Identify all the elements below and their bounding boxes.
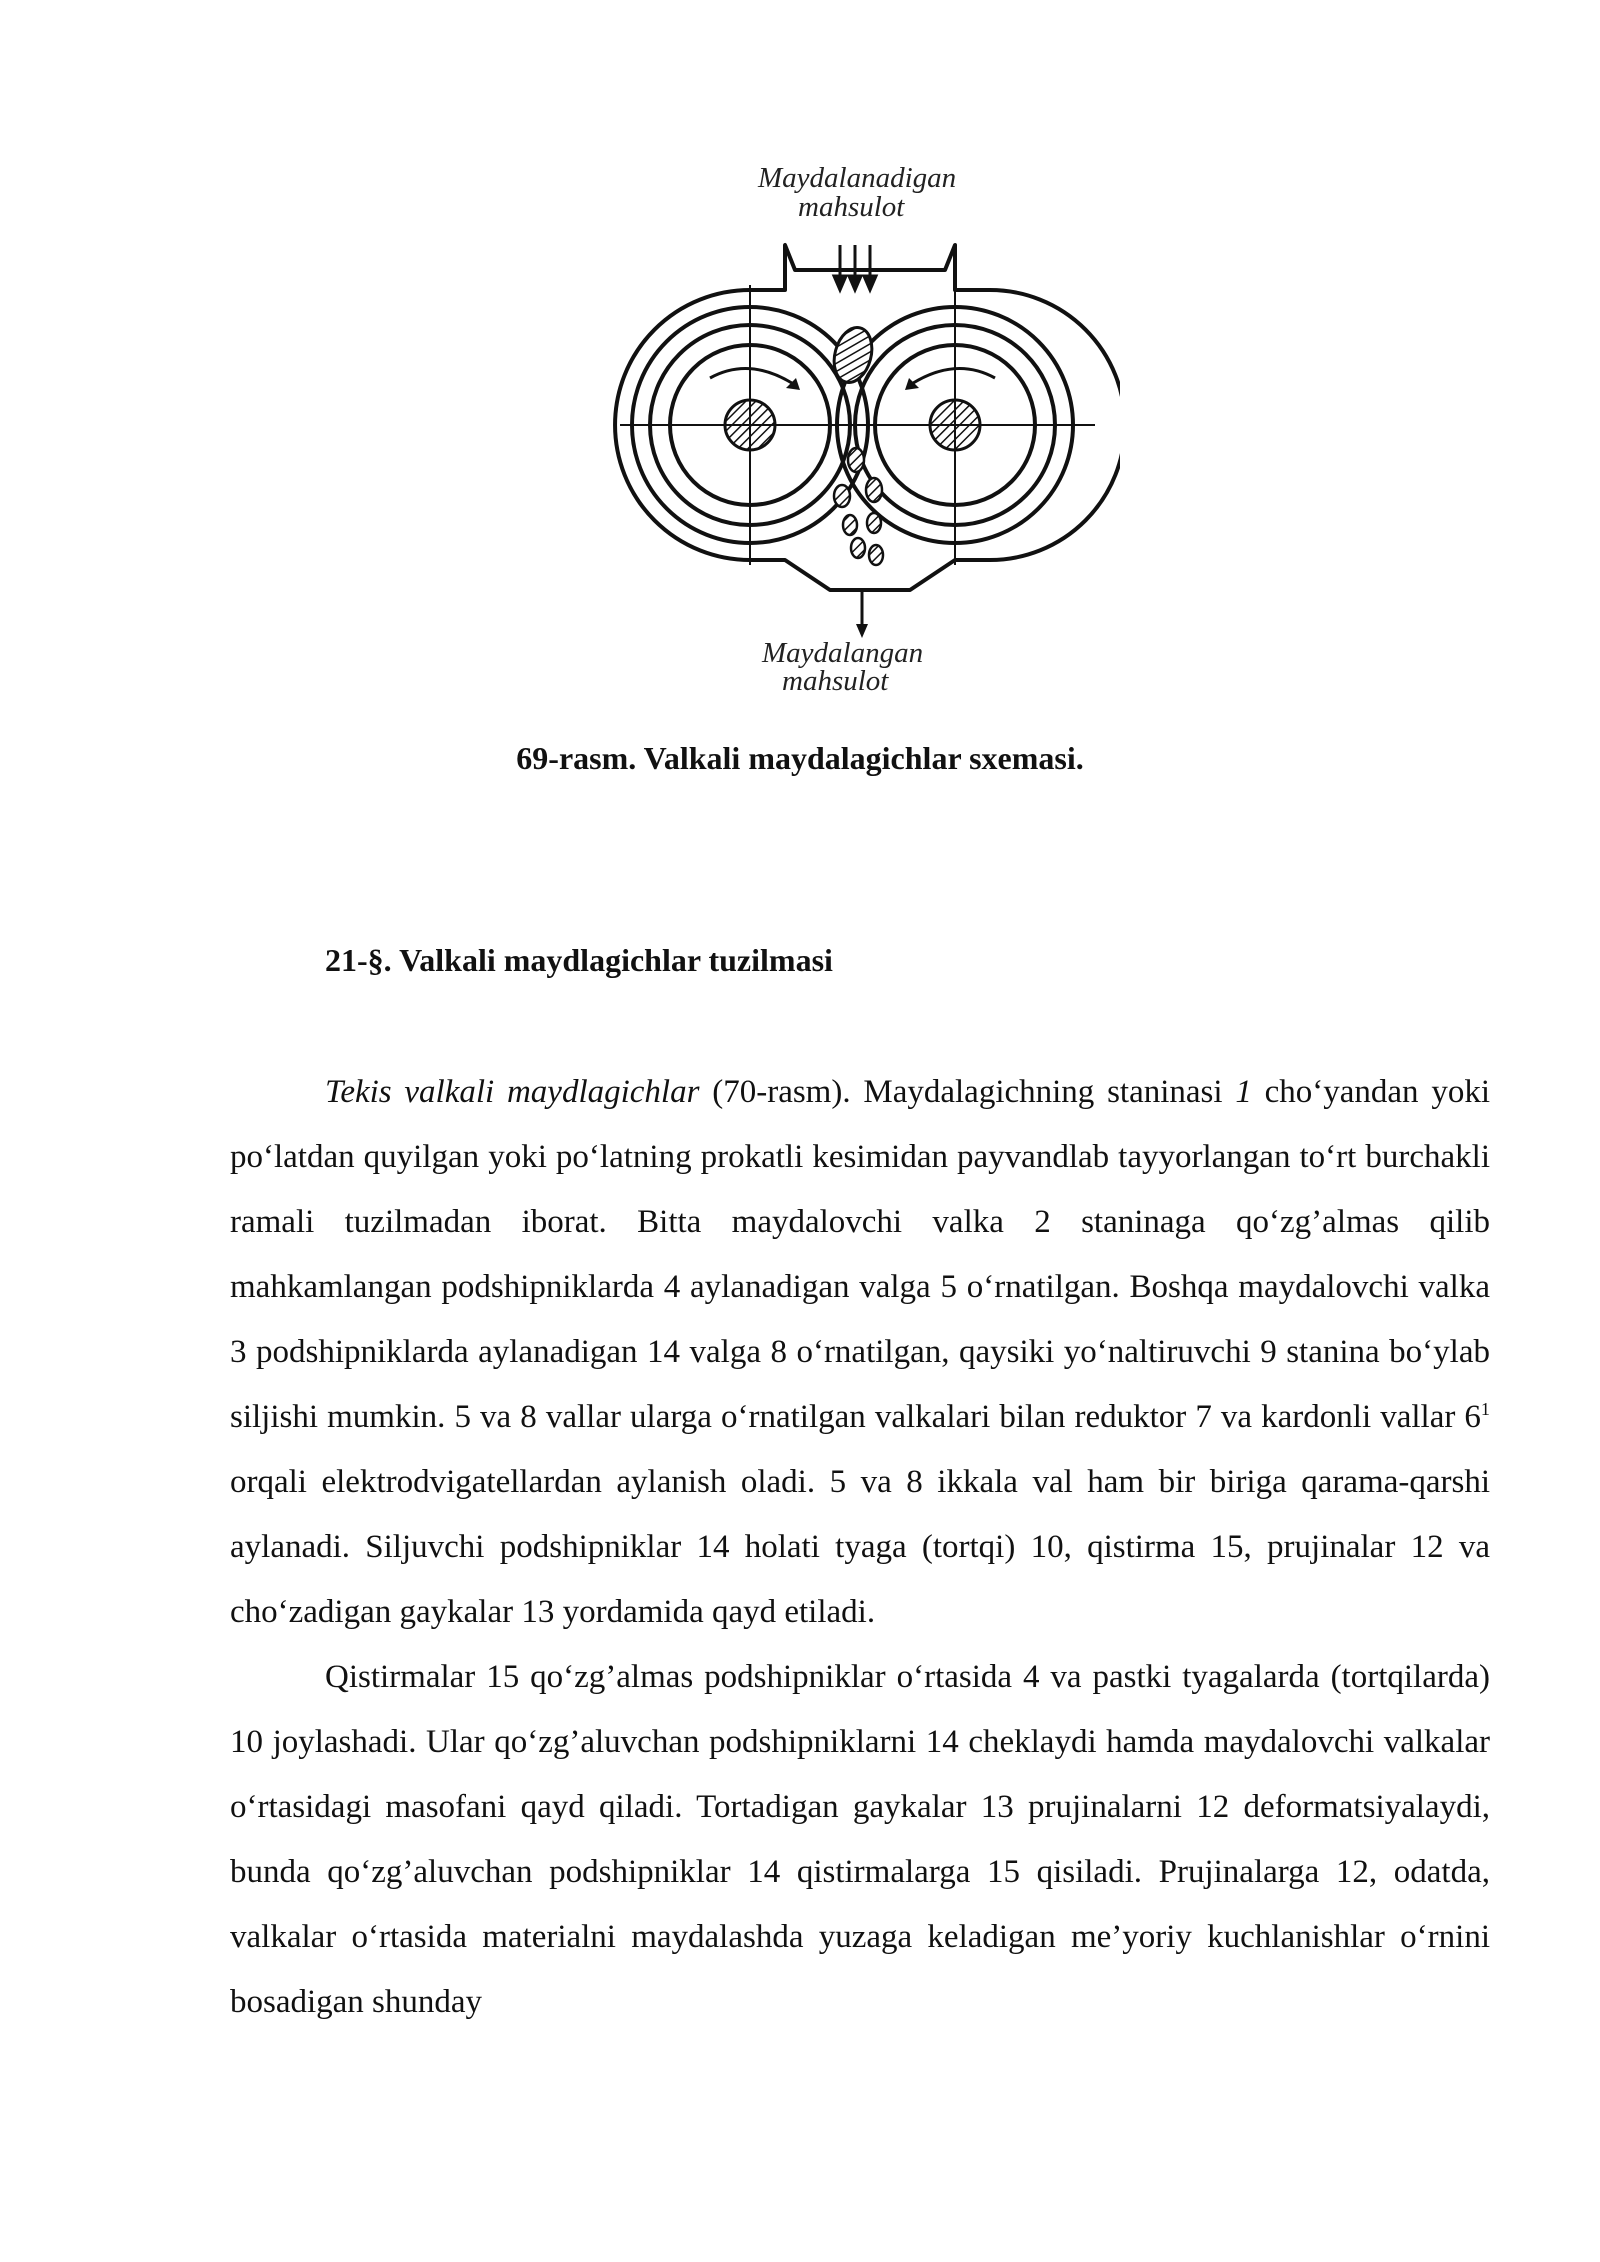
product-label-line2: mahsulot bbox=[782, 665, 889, 697]
right-rotation-arrow bbox=[910, 369, 995, 385]
paragraph-1-italic-number: 1 bbox=[1235, 1074, 1252, 1110]
roller-crusher-diagram bbox=[600, 150, 1120, 710]
feed-label-line1: Maydalanadigan bbox=[758, 162, 957, 194]
section-title: 21-§. Valkali maydlagichlar tuzilmasi bbox=[325, 942, 833, 978]
paragraph-1-text-b: cho‘yandan yoki po‘latdan quyilgan yoki po‘latning prokatli kesimidan payvandlab tayyorlangan to‘rt burchakli ramali tuzilmadan iborat. Bitta maydalovchi valka 2 staninaga qo‘zg’almas qilib mahkamlangan podshipniklarda 4 aylanadigan valga 5 o‘rnatilgan. Boshqa maydalovchi valka 3 podshipniklarda aylanadigan 14 valga 8 o‘rnatilgan, qaysiki yo‘naltiruvchi 9 stanina bo‘ylab siljishi mumkin. 5 va 8 vallar ularga o‘rnatilgan valkalari bilan reduktor 7 va kardonli vallar 6 bbox=[230, 1074, 1490, 1435]
product-label-line1: Maydalangan bbox=[762, 637, 924, 669]
body-text bbox=[230, 1060, 1490, 2035]
left-rotation-arrow bbox=[710, 369, 795, 385]
figure-caption: 69-rasm. Valkali maydalagichlar sxemasi. bbox=[516, 740, 1084, 776]
paragraph-1-text-a: (70-rasm). Maydalagichning staninasi bbox=[699, 1074, 1236, 1110]
paragraph-1-superscript: 1 bbox=[1480, 1399, 1490, 1419]
paragraph-1-italic-start: Tekis valkali maydlagichlar bbox=[325, 1074, 700, 1110]
roller-crusher-figure bbox=[600, 150, 1120, 710]
feed-label-line2: mahsulot bbox=[798, 191, 905, 223]
paragraph-1 bbox=[230, 1060, 1490, 1645]
paragraph-2: Qistirmalar 15 qo‘zg’almas podshipniklar o‘rtasida 4 va pastki tyagalarda (tortqilarda) 10 joylashadi. Ular qo‘zg’aluvchan podshipniklarni 14 cheklaydi hamda maydalovchi valkalar o‘rtasidagi masofani qayd qiladi. Tortadigan gaykalar 13 prujinalarni 12 deformatsiyalaydi, bunda qo‘zg’aluvchan podshipniklar 14 qistirmalarga 15 qisiladi. Prujinalarga 12, odatda, valkalar o‘rtasida materialni maydalashda yuzaga keladigan me’yoriy kuchlanishlar o‘rnini bosadigan shunday bbox=[230, 1659, 1490, 2020]
paragraph-1-text-c: orqali elektrodvigatellardan aylanish oladi. 5 va 8 ikkala val ham bir biriga qarama-qarshi aylanadi. Siljuvchi podshipniklar 14 holati tyaga (tortqi) 10, qistirma 15, prujinalar 12 va cho‘zadigan gaykalar 13 yordamida qayd etiladi. bbox=[230, 1464, 1490, 1630]
